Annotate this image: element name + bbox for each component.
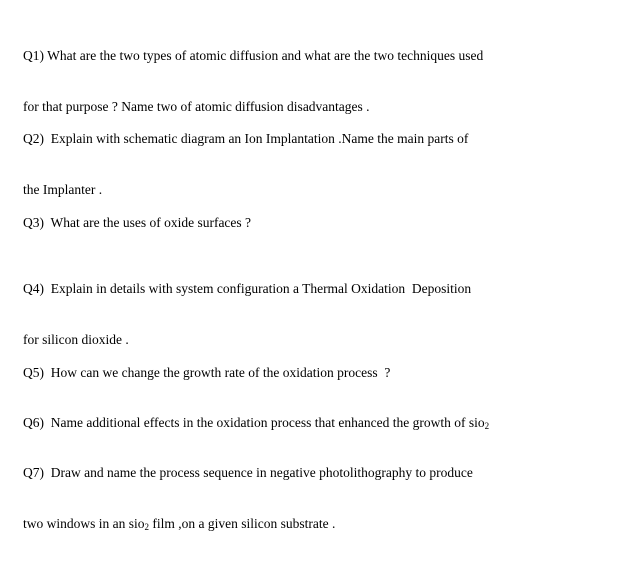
question-2-line-1: Q2) Explain with schematic diagram an Ion Implantation .Name the main parts of — [23, 131, 469, 146]
question-7-line-2 — [23, 515, 613, 536]
question-1-line-1: Q1) What are the two types of atomic diffusion and what are the two techniques used — [23, 48, 484, 63]
question-3-line-1: Q3) What are the uses of oxide surfaces ? — [23, 215, 252, 230]
question-2-line-2: the Implanter . — [23, 182, 103, 197]
question-4-line-2: for silicon dioxide . — [23, 332, 129, 347]
question-6-text: Q6) Name additional effects in the oxidation process that enhanced the growth of sio — [23, 415, 485, 430]
question-7-line-1: Q7) Draw and name the process sequence in negative photolithography to produce — [23, 465, 473, 480]
subscript-2: 2 — [144, 522, 149, 532]
question-7-text-prefix: two windows in an sio — [23, 516, 145, 531]
question-7-text-suffix: film ,on a given silicon substrate . — [149, 516, 336, 531]
subscript-2: 2 — [484, 421, 490, 431]
question-1-line-2: for that purpose ? Name two of atomic diffusion disadvantages . — [23, 99, 370, 114]
question-4-line-1: Q4) Explain in details with system configuration a Thermal Oxidation Deposition — [23, 281, 472, 296]
question-5-line-1: Q5) How can we change the growth rate of the oxidation process ? — [23, 365, 391, 380]
question-7 — [23, 430, 613, 570]
